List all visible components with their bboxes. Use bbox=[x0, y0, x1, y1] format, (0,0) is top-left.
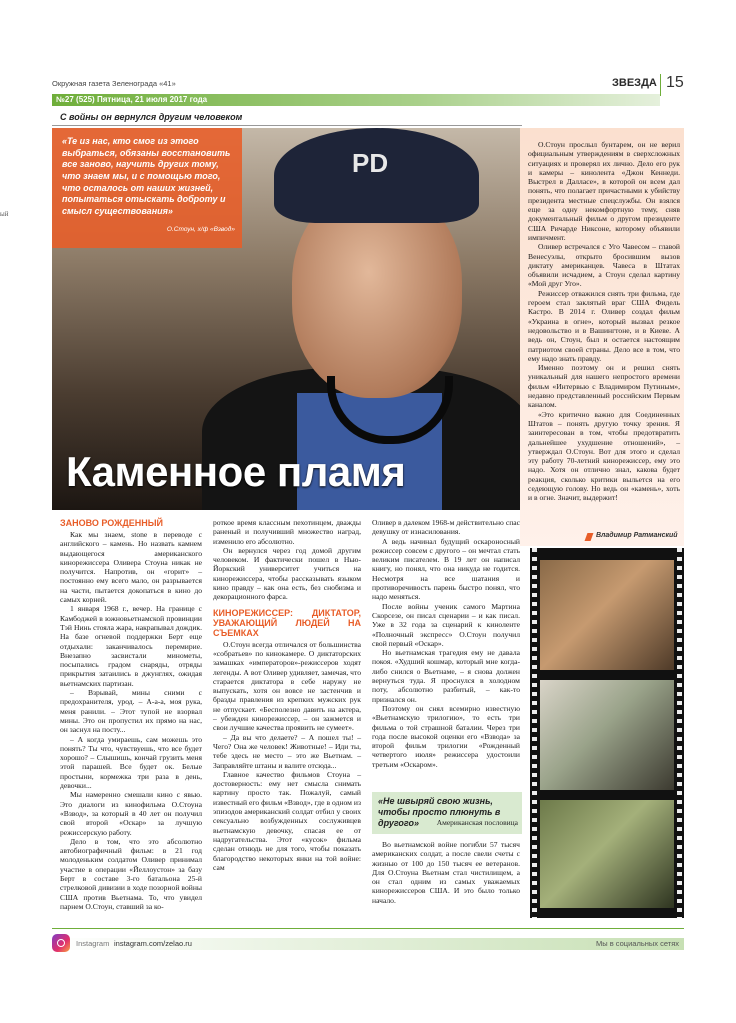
paragraph: О.Стоун всегда отличался от большинства «собратьев» по кинокамере. О диктаторских замашках «императоров»-режиссеров ходят легенды. А вот Оливер удивляет, замечая, что старается диктатора в себе наружу не выпускать, хотя он вовсе не застенчив и бразды правления из крепких мужских рук не отпускает. «Бесполезно давить на актера, – убежден кинорежиссер, – он зажмется и свои лучшие качества проявить не сумеет». bbox=[213, 639, 361, 733]
film-still bbox=[540, 800, 674, 908]
column-3-continued bbox=[372, 840, 520, 905]
film-strip bbox=[530, 548, 684, 918]
paragraph: – А когда умираешь, сам можешь это понять? Ты что, чувствуешь, что все будет хорошо? – Слышишь, кончай грузить меня этой парашей. Все будет ок. Белые простыни, кормежка три раза в день, девочки... bbox=[60, 734, 202, 791]
cap-logo: PD bbox=[352, 148, 389, 178]
paragraph: Но вьетнамская трагедия ему не давала покоя. «Худший кошмар, который мне когда-либо снился о Вьетнаме, – я снова должен вернуться туда. Я проснулся в холодном поту, абсолютно разбитый, – как-то признался он. bbox=[372, 648, 520, 704]
paragraph: Поэтому он снял всемирно известную «Вьетнамскую трилогию», то есть три фильма о той страшной баталии. Через три года после высокой оценки его «Взвода» за второй фильм трилогии «Рожденный четвертого июля» режиссера удостоили третьим «Оскаром». bbox=[372, 703, 520, 769]
column-3 bbox=[372, 518, 520, 769]
subheading: КИНОРЕЖИССЕР: ДИКТАТОР, УВАЖАЮЩИЙ ЛЮДЕЙ НА СЪЕМКАХ bbox=[213, 607, 361, 638]
paragraph: А ведь начинал будущий оскароносный режиссер совсем с другого – он мечтал стать великим писателем. В 19 лет он написал книгу, но понял, что она никуда не годится. Несмотря на все шатания и противоречивость парень быстро понял, что надо меняться. bbox=[372, 536, 520, 602]
paragraph: Именно поэтому он и решил снять уникальный для нашего непростого времени фильм «Интервью с Владимиром Путиным», недавно представленный российским Первым каналом. bbox=[528, 363, 680, 410]
header-divider bbox=[660, 74, 661, 96]
paragraph: Дело в том, что это абсолютно автобиографичный фильм: в 21 год молоденьким солдатом Оливер принимал участие в операции «Йеллоустон» за базу Берт в составе 3-го батальона 25-й стрелковой дивизии в ходе позорной войны США против Вьетнама. То, что увидел парнем О.Стоун, ставший за ко- bbox=[60, 836, 202, 911]
issue-info: №27 (525) Пятница, 21 июля 2017 года bbox=[56, 95, 208, 104]
paragraph: Как мы знаем, stone в переводе с английского – камень. Но назвать камнем выдающегося американского кинорежиссера Оливера Стоуна никак не получится. Напротив, он «горит» – постоянно ему всего мало, он разрывается на части, пытается докопаться в кино до самых корней. bbox=[60, 530, 202, 605]
paragraph: Оливер встречался с Уго Чавесом – главой Венесуэлы, открыто бросившим вызов диктату американцев. Чавеса в Штатах объявили исчадием, а Стоун сделал картину «Мой друг Уго». bbox=[528, 242, 680, 289]
newspaper-name: Окружная газета Зеленограда «41» bbox=[52, 79, 176, 88]
pullquote-attribution: Американская пословица bbox=[436, 818, 518, 827]
paragraph: Оливер в далеком 1968-м действительно спас девушку от изнасилования. bbox=[372, 518, 520, 537]
author-byline: Владимир Ратманский bbox=[596, 532, 678, 539]
paragraph: Во вьетнамской войне погибли 57 тысяч американских солдат, а после свели счеты с жизнью от 100 до 150 тысяч ее ветеранов. Для О.Стоуна Вьетнам стал чистилищем, а он стал одним из самых уважаемых кинорежиссеров США. И это было только начало. bbox=[372, 840, 520, 905]
subheading: ЗАНОВО РОЖДЕННЫЙ bbox=[60, 518, 164, 528]
paragraph: О.Стоун прослыл бунтарем, он не верил официальным утверждениям в сверхсложных ситуациях и проверял их лично. Дело его рук и камеры – кинолента «Джон Кеннеди. Выстрел в Далласе», в которой он всем дал понять, что полагает причастными к убийству президента местные спецслужбы. Он взялся еще за одну некомфортную тему, сняв документальный фильм о другом президенте США Ричарде Никсоне, которому объявили импичмент. bbox=[528, 140, 680, 242]
paragraph: роткое время классным пехотинцем, дважды раненый и получивший множество наград, изменило его абсолютно. bbox=[213, 518, 361, 546]
paragraph: Главное качество фильмов Стоуна – достоверность: ему нет смысла снимать картину просто так. Пожалуй, самый известный его фильм «Взвод», где в одном из эпизодов американский солдат отбил у своих сексуально возбужденных сослуживцев вьетнамскую девочку, спасая ее от надругательства. Этот «кусок» фильма сделан отнюдь не для того, чтобы показать благородство некоторых янки на той войне: сам bbox=[213, 769, 361, 872]
quote-text: «Те из нас, кто смог из этого выбраться, обязаны восстановить все заново, научить других тому, что знаем мы, и с помощью того, что осталось от наших жизней, попытаться отыскать доброту и смысл существования» bbox=[62, 136, 231, 217]
paragraph: Режиссер отважился снять три фильма, где героем стал заклятый враг США Фидель Кастро. В 2014 г. Оливер создал фильм «Украина в огне», который вызвал резкое недовольство и в Вашингтоне, и в Киеве. А ведь он, Стоун, был и остается настоящим патриотом своей страны. Дело все в том, что ему надо знать правду. bbox=[528, 288, 680, 363]
quote-attribution: О.Стоун, х/ф «Взвод» bbox=[166, 226, 235, 233]
column-2 bbox=[213, 518, 361, 872]
paragraph: 1 января 1968 г., вечер. На границе с Камбоджей в южновьетнамской провинции Тэй Нинь стояла жара, накрапывал дождик. На базе огневой поддержки Берт еще отдыхали: заканчивалось перемирие. Внезапно засвистали минометы, посыпались градом снаряды, отряды прикрытия затаились в джунглях, ожидая вьетнамских партизан. bbox=[60, 604, 202, 688]
paragraph: «Это критично важно для Соединенных Штатов – понять другую точку зрения. Я заинтересован в том, чтобы предотвратить дальнейшее ухудшение отношений», – утверждал О.Стоун. Вот для этого и сделал эту работу 70-летний кинорежиссер, ему это надо. Хотя он отлично знал, какова будет реакция, сколько критики выльется на его седеющую голову. Но ведь он «камень», хоть и в огне. Значит, выдержит! bbox=[528, 409, 680, 503]
film-still bbox=[540, 560, 674, 670]
paragraph: После войны ученик самого Мартина Скорсезе, он писал сценарии – и как писал. Уже в 32 года за сценарий к киноленте «Полночный экспресс» О.Стоун получил свой первый «Оскар». bbox=[372, 601, 520, 648]
kicker-rule bbox=[52, 125, 522, 126]
article-kicker: С войны он вернулся другим человеком bbox=[60, 112, 243, 122]
column-1 bbox=[60, 518, 202, 911]
page-number: 15 bbox=[666, 74, 684, 91]
instagram-icon[interactable] bbox=[52, 934, 70, 952]
paragraph: – Взрывай, мины сними с предохранителя, урод. – А-а-а, моя рука, меня ранили. – Этот тупой не взорвал мины. Это он пропустил их прямо на нас, он заснул на посту... bbox=[60, 688, 202, 735]
column-4 bbox=[528, 140, 680, 503]
social-caption: Мы в социальных сетях bbox=[596, 939, 680, 948]
film-perforations bbox=[532, 548, 537, 918]
footer-rule bbox=[52, 928, 684, 929]
headline: Каменное пламя bbox=[66, 448, 406, 495]
section-title: ЗВЕЗДА bbox=[612, 77, 657, 89]
margin-fragment: ый bbox=[0, 210, 9, 218]
paragraph: Он вернулся через год домой другим человеком. И фактически пошел в Нью-Йоркский университет учиться на кинорежиссера, чтобы рассказывать языком кино правду – как она есть, без снобизма и декорационного фарса. bbox=[213, 545, 361, 602]
footer-label: Instagram bbox=[76, 939, 110, 948]
instagram-link[interactable]: instagram.com/zelao.ru bbox=[114, 939, 192, 948]
paragraph: – Да вы что делаете? – А пошел ты! – Чего? Она же человек! Животные! – Иди ты, тебе здесь не место – это же Вьетнам. – Заправляйте штаны и валите отсюда... bbox=[213, 732, 361, 770]
film-perforations bbox=[677, 548, 682, 918]
pullquote-text: «Не швыряй свою жизнь, чтобы просто плюнуть в другого» bbox=[378, 796, 501, 828]
paragraph: Мы намеренно смешали кино с явью. Это диалоги из кинофильма О.Стоуна «Взвод», за который в 40 лет он получил свой второй «Оскар» за лучшую режиссерскую работу. bbox=[60, 790, 202, 837]
film-still bbox=[540, 680, 674, 790]
